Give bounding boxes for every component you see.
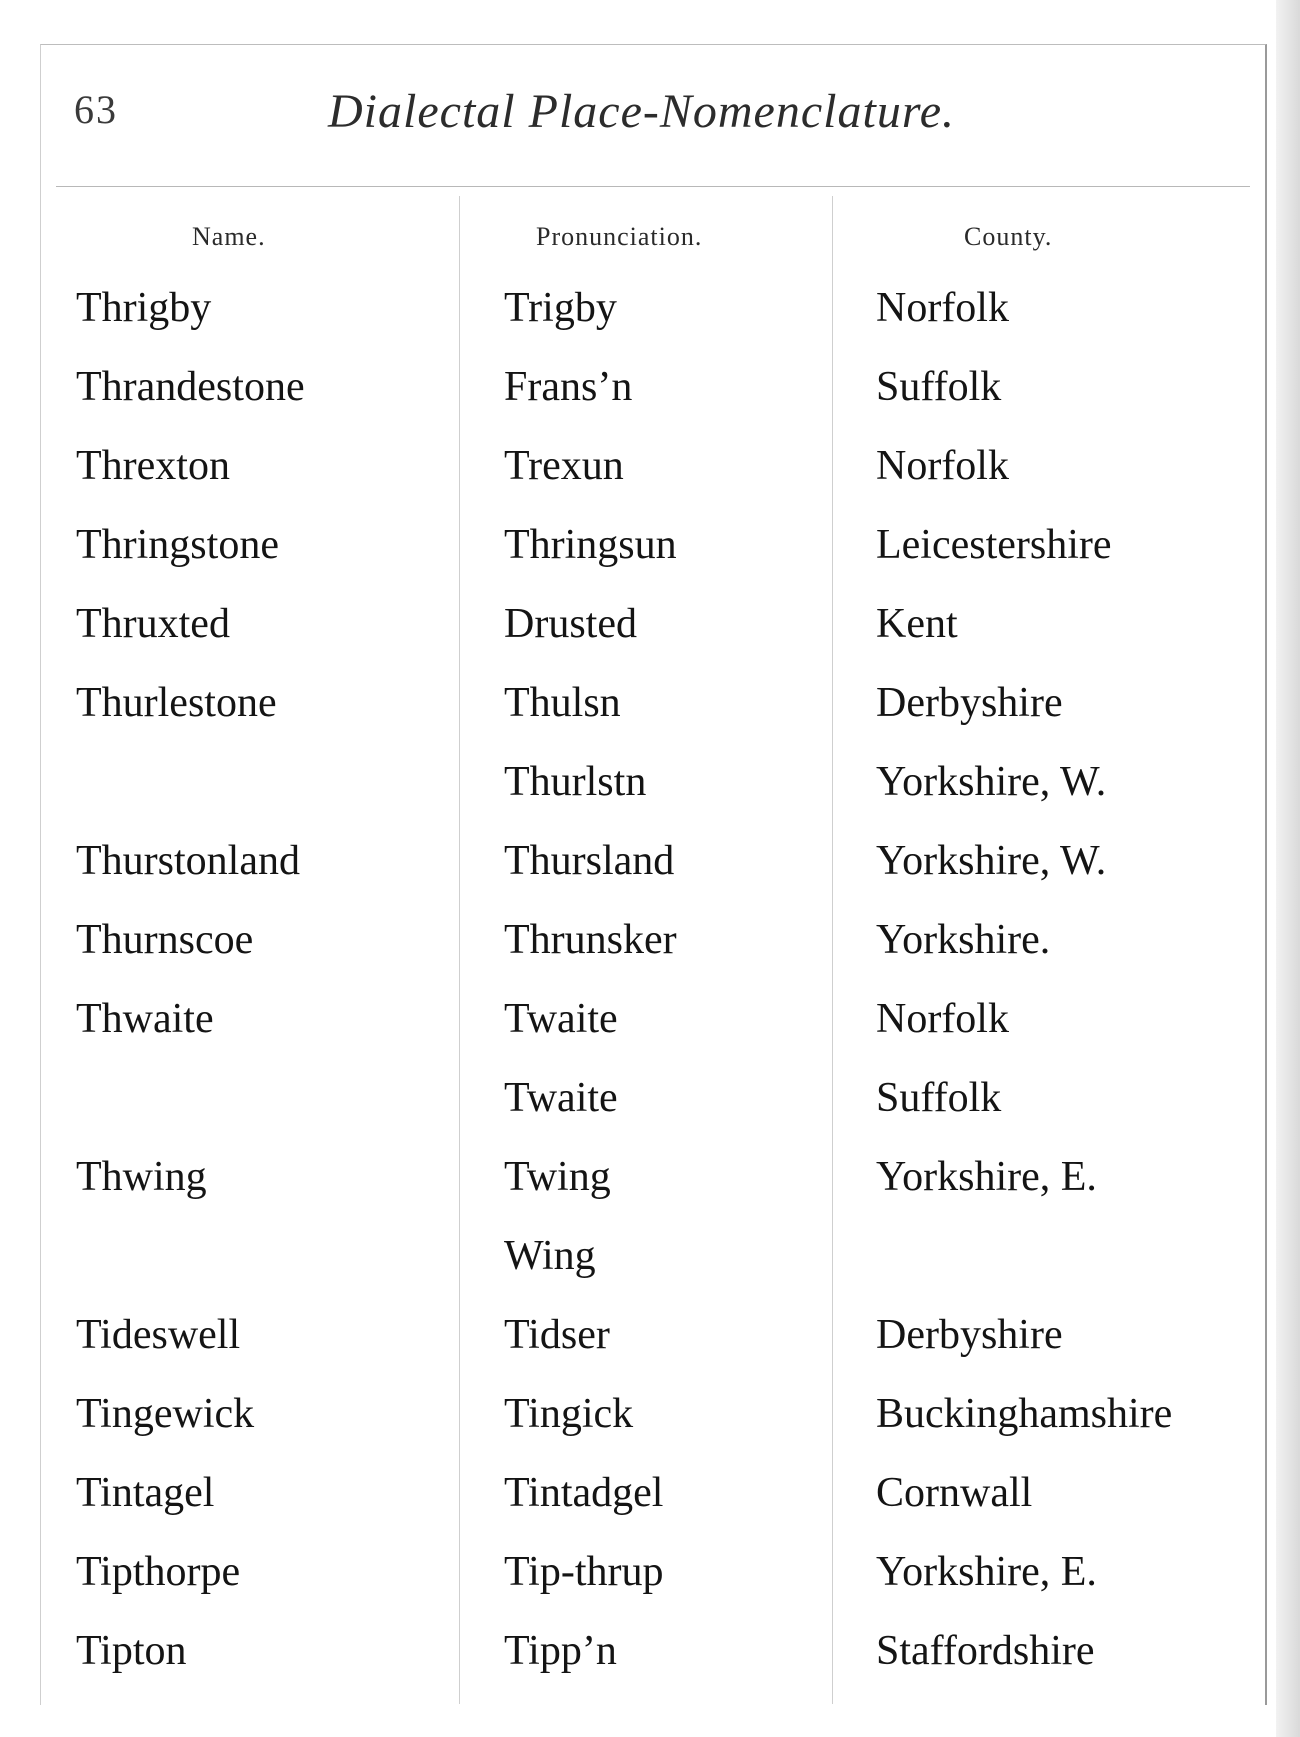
table-row	[0, 361, 1300, 440]
county-cell: Yorkshire.	[876, 917, 1051, 963]
county-cell: Yorkshire, E.	[876, 1549, 1097, 1595]
place-name-cell: Tipthorpe	[76, 1549, 241, 1595]
column-header-county: County.	[964, 222, 1053, 251]
pronunciation-cell: Thurlstn	[504, 759, 647, 805]
county-cell: Norfolk	[876, 443, 1009, 489]
table-row	[0, 598, 1300, 677]
table-row	[0, 1546, 1300, 1625]
place-name-cell: Thurstonland	[76, 838, 300, 884]
pronunciation-cell: Twaite	[504, 996, 618, 1042]
pronunciation-cell: Thringsun	[504, 522, 677, 568]
county-cell: Staffordshire	[876, 1628, 1095, 1674]
place-name-cell: Threxton	[76, 443, 230, 489]
county-cell: Yorkshire, W.	[876, 838, 1107, 884]
running-title: Dialectal Place-Nomenclature.	[328, 85, 956, 138]
table-row	[0, 1072, 1300, 1151]
table-row	[0, 1309, 1300, 1388]
county-cell: Buckinghamshire	[876, 1391, 1173, 1437]
place-name-cell: Tintagel	[76, 1470, 215, 1516]
county-cell: Derbyshire	[876, 680, 1063, 726]
table-row	[0, 1625, 1300, 1704]
pronunciation-cell: Thrunsker	[504, 917, 677, 963]
place-name-cell: Thurnscoe	[76, 917, 254, 963]
table-row	[0, 914, 1300, 993]
table-row	[0, 1388, 1300, 1467]
table-row	[0, 1230, 1300, 1309]
county-cell: Norfolk	[876, 285, 1009, 331]
county-cell: Yorkshire, E.	[876, 1154, 1097, 1200]
place-name-cell: Thurlestone	[76, 680, 277, 726]
pronunciation-cell: Drusted	[504, 601, 637, 647]
table-row	[0, 835, 1300, 914]
place-name-cell: Thwaite	[76, 996, 214, 1042]
county-cell: Yorkshire, W.	[876, 759, 1107, 805]
table-row	[0, 440, 1300, 519]
county-cell: Kent	[876, 601, 958, 647]
county-cell: Leicestershire	[876, 522, 1112, 568]
table-row	[0, 1151, 1300, 1230]
pronunciation-cell: Tingick	[504, 1391, 634, 1437]
pronunciation-cell: Tipp’n	[504, 1628, 617, 1674]
place-name-cell: Tideswell	[76, 1312, 241, 1358]
county-cell: Suffolk	[876, 1075, 1002, 1121]
place-name-cell: Thringstone	[76, 522, 279, 568]
table-row	[0, 677, 1300, 756]
column-header-name: Name.	[192, 222, 266, 251]
place-name-cell: Tingewick	[76, 1391, 255, 1437]
place-name-cell: Thrigby	[76, 285, 212, 331]
table-row	[0, 519, 1300, 598]
page-number: 63	[74, 87, 118, 132]
table-row	[0, 756, 1300, 835]
pronunciation-cell: Thursland	[504, 838, 675, 884]
pronunciation-cell: Frans’n	[504, 364, 633, 410]
pronunciation-cell: Wing	[504, 1233, 596, 1279]
pronunciation-cell: Tip-thrup	[504, 1549, 664, 1595]
pronunciation-cell: Twaite	[504, 1075, 618, 1121]
place-name-cell: Thruxted	[76, 601, 230, 647]
pronunciation-cell: Tintadgel	[504, 1470, 664, 1516]
pronunciation-cell: Trexun	[504, 443, 624, 489]
table-row	[0, 993, 1300, 1072]
table-row	[0, 1467, 1300, 1546]
pronunciation-cell: Tidser	[504, 1312, 610, 1358]
place-name-cell: Tipton	[76, 1628, 187, 1674]
column-header-pronunciation: Pronunciation.	[536, 222, 703, 251]
pronunciation-cell: Trigby	[504, 285, 617, 331]
county-cell: Derbyshire	[876, 1312, 1063, 1358]
county-cell: Suffolk	[876, 364, 1002, 410]
county-cell: Norfolk	[876, 996, 1009, 1042]
place-name-cell: Thrandestone	[76, 364, 305, 410]
pronunciation-cell: Thulsn	[504, 680, 621, 726]
header-rule	[56, 186, 1250, 187]
county-cell: Cornwall	[876, 1470, 1033, 1516]
pronunciation-cell: Twing	[504, 1154, 611, 1200]
place-name-cell: Thwing	[76, 1154, 207, 1200]
table-row	[0, 282, 1300, 361]
